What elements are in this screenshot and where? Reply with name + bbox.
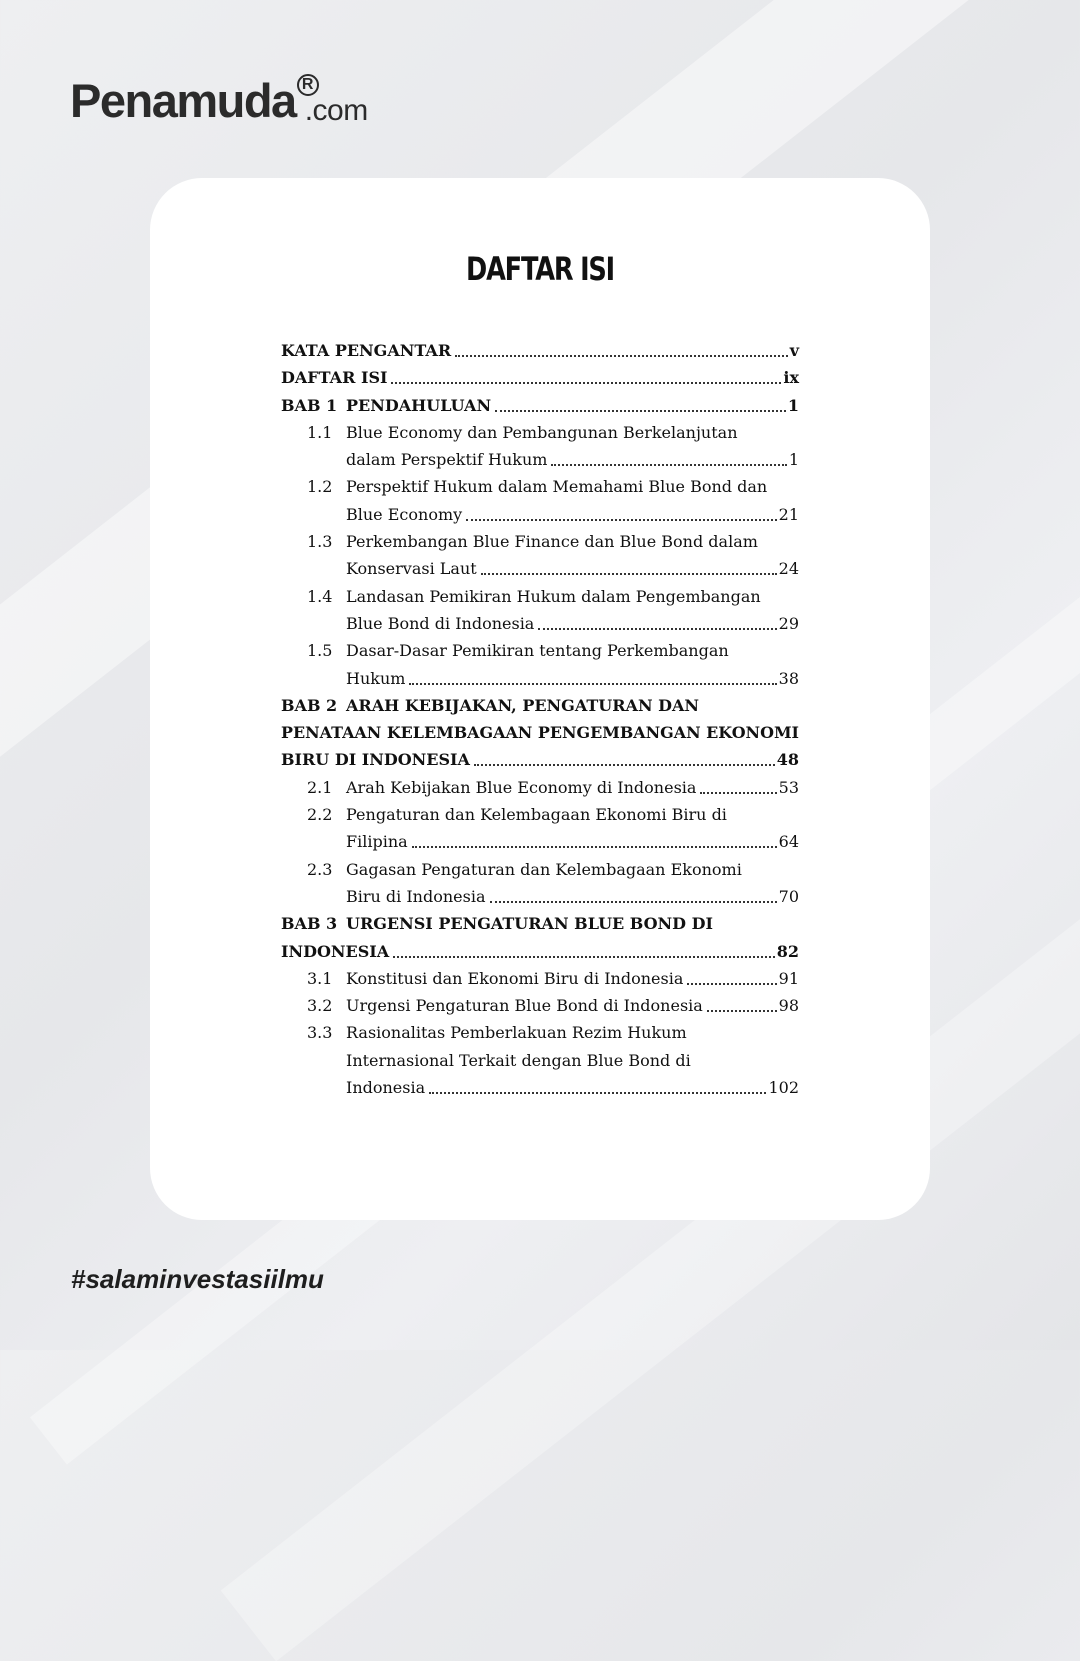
chapter-label: BAB 1 xyxy=(281,395,338,415)
dot-leader xyxy=(481,573,777,575)
dot-leader xyxy=(687,983,776,985)
page-number: 64 xyxy=(778,832,799,852)
toc-line xyxy=(281,938,799,965)
chapter-title: ARAH KEBIJAKAN, PENGATURAN DAN xyxy=(346,695,700,715)
dot-leader xyxy=(429,1092,766,1094)
section-title: Filipina xyxy=(346,832,408,852)
toc-line xyxy=(281,473,799,500)
section-number: 3.3 xyxy=(307,1023,333,1043)
page-number: 24 xyxy=(778,559,799,579)
toc-line xyxy=(281,828,799,855)
toc-line xyxy=(281,801,799,828)
section-title: Pengaturan dan Kelembagaan Ekonomi Biru di xyxy=(346,805,727,825)
document-title: DAFTAR ISI xyxy=(466,250,614,288)
section-title: Hukum xyxy=(346,668,406,688)
toc-line xyxy=(281,337,799,364)
toc-line xyxy=(281,774,799,801)
toc-line xyxy=(281,992,799,1019)
page-number: 91 xyxy=(778,968,799,988)
section-title: Indonesia xyxy=(346,1078,426,1098)
page-number: 98 xyxy=(778,996,799,1016)
dot-leader xyxy=(551,464,786,466)
dot-leader xyxy=(538,628,776,630)
section-number: 3.2 xyxy=(307,996,333,1016)
toc-line xyxy=(281,392,799,419)
section-title: Perkembangan Blue Finance dan Blue Bond dalam xyxy=(346,532,758,552)
section-number: 1.2 xyxy=(307,477,333,497)
page-number: 82 xyxy=(776,941,799,961)
toc-line xyxy=(281,856,799,883)
toc-line xyxy=(281,583,799,610)
page-number: 29 xyxy=(778,613,799,633)
section-title: Konstitusi dan Ekonomi Biru di Indonesia xyxy=(346,968,684,988)
toc-line xyxy=(281,1019,799,1046)
section-title: Landasan Pemikiran Hukum dalam Pengembangan xyxy=(346,586,761,606)
toc-line xyxy=(281,364,799,391)
section-title: Rasionalitas Pemberlakuan Rezim Hukum xyxy=(346,1023,687,1043)
section-title: Biru di Indonesia xyxy=(346,886,486,906)
section-number: 3.1 xyxy=(307,968,333,988)
page-number: 102 xyxy=(768,1078,799,1098)
section-number: 2.1 xyxy=(307,777,333,797)
toc-line xyxy=(281,883,799,910)
page-number: 70 xyxy=(778,886,799,906)
table-of-contents xyxy=(281,337,799,1101)
section-title: Internasional Terkait dengan Blue Bond di xyxy=(346,1050,691,1070)
toc-line xyxy=(281,555,799,582)
toc-line xyxy=(281,965,799,992)
toc-line xyxy=(281,501,799,528)
dot-leader xyxy=(412,846,777,848)
dot-leader xyxy=(409,683,776,685)
dot-leader xyxy=(707,1010,777,1012)
chapter-title: PENDAHULUAN xyxy=(346,395,492,415)
dot-leader xyxy=(455,355,788,357)
page-number: ix xyxy=(783,368,799,388)
toc-line xyxy=(281,419,799,446)
registered-mark-icon: R xyxy=(297,74,319,96)
section-number: 2.3 xyxy=(307,859,333,879)
toc-line xyxy=(281,528,799,555)
section-title: Perspektif Hukum dalam Memahami Blue Bond dan xyxy=(346,477,768,497)
section-number: 1.1 xyxy=(307,422,333,442)
chapter-title: PENATAAN KELEMBAGAAN PENGEMBANGAN EKONOMI xyxy=(281,723,799,743)
toc-line xyxy=(281,446,799,473)
section-number: 1.5 xyxy=(307,641,333,661)
section-number: 2.2 xyxy=(307,805,333,825)
dot-leader xyxy=(490,901,777,903)
toc-line xyxy=(281,610,799,637)
page-number: 1 xyxy=(788,450,799,470)
toc-line xyxy=(281,719,799,746)
dot-leader xyxy=(700,792,776,794)
page-number: 1 xyxy=(787,395,799,415)
section-title: Konservasi Laut xyxy=(346,559,477,579)
section-title: Dasar-Dasar Pemikiran tentang Perkembangan xyxy=(346,641,729,661)
chapter-label: BAB 3 xyxy=(281,914,338,934)
dot-leader xyxy=(466,519,776,521)
dot-leader xyxy=(474,764,775,766)
chapter-title: BIRU DI INDONESIA xyxy=(281,750,470,770)
toc-line xyxy=(281,637,799,664)
section-title: Gagasan Pengaturan dan Kelembagaan Ekonomi xyxy=(346,859,742,879)
dot-leader xyxy=(495,410,786,412)
chapter-title: KATA PENGANTAR xyxy=(281,341,452,360)
page-number: 53 xyxy=(778,777,799,797)
toc-line xyxy=(281,910,799,937)
section-title: Blue Economy xyxy=(346,504,463,524)
brand-name: Penamuda xyxy=(70,74,296,127)
page-number: v xyxy=(789,341,799,360)
toc-line xyxy=(281,665,799,692)
chapter-label: BAB 2 xyxy=(281,695,338,715)
section-title: dalam Perspektif Hukum xyxy=(346,450,548,470)
chapter-title: INDONESIA xyxy=(281,941,390,961)
section-title: Arah Kebijakan Blue Economy di Indonesia xyxy=(346,777,697,797)
page-number: 38 xyxy=(778,668,799,688)
chapter-title: URGENSI PENGATURAN BLUE BOND DI xyxy=(346,914,713,934)
toc-line xyxy=(281,1074,799,1101)
toc-line xyxy=(281,692,799,719)
section-number: 1.3 xyxy=(307,532,333,552)
brand-domain: .com xyxy=(304,94,368,127)
hashtag: #salaminvestasiilmu xyxy=(71,1264,324,1294)
page-number: 48 xyxy=(776,750,799,770)
toc-line xyxy=(281,1047,799,1074)
dot-leader xyxy=(393,956,775,958)
chapter-title: DAFTAR ISI xyxy=(281,368,388,388)
section-number: 1.4 xyxy=(307,586,333,606)
section-title: Blue Economy dan Pembangunan Berkelanjutan xyxy=(346,422,738,442)
section-title: Blue Bond di Indonesia xyxy=(346,613,535,633)
page-number: 21 xyxy=(778,504,799,524)
dot-leader xyxy=(391,382,781,384)
section-title: Urgensi Pengaturan Blue Bond di Indonesia xyxy=(346,996,703,1016)
toc-line xyxy=(281,746,799,773)
brand-logo xyxy=(70,72,368,131)
